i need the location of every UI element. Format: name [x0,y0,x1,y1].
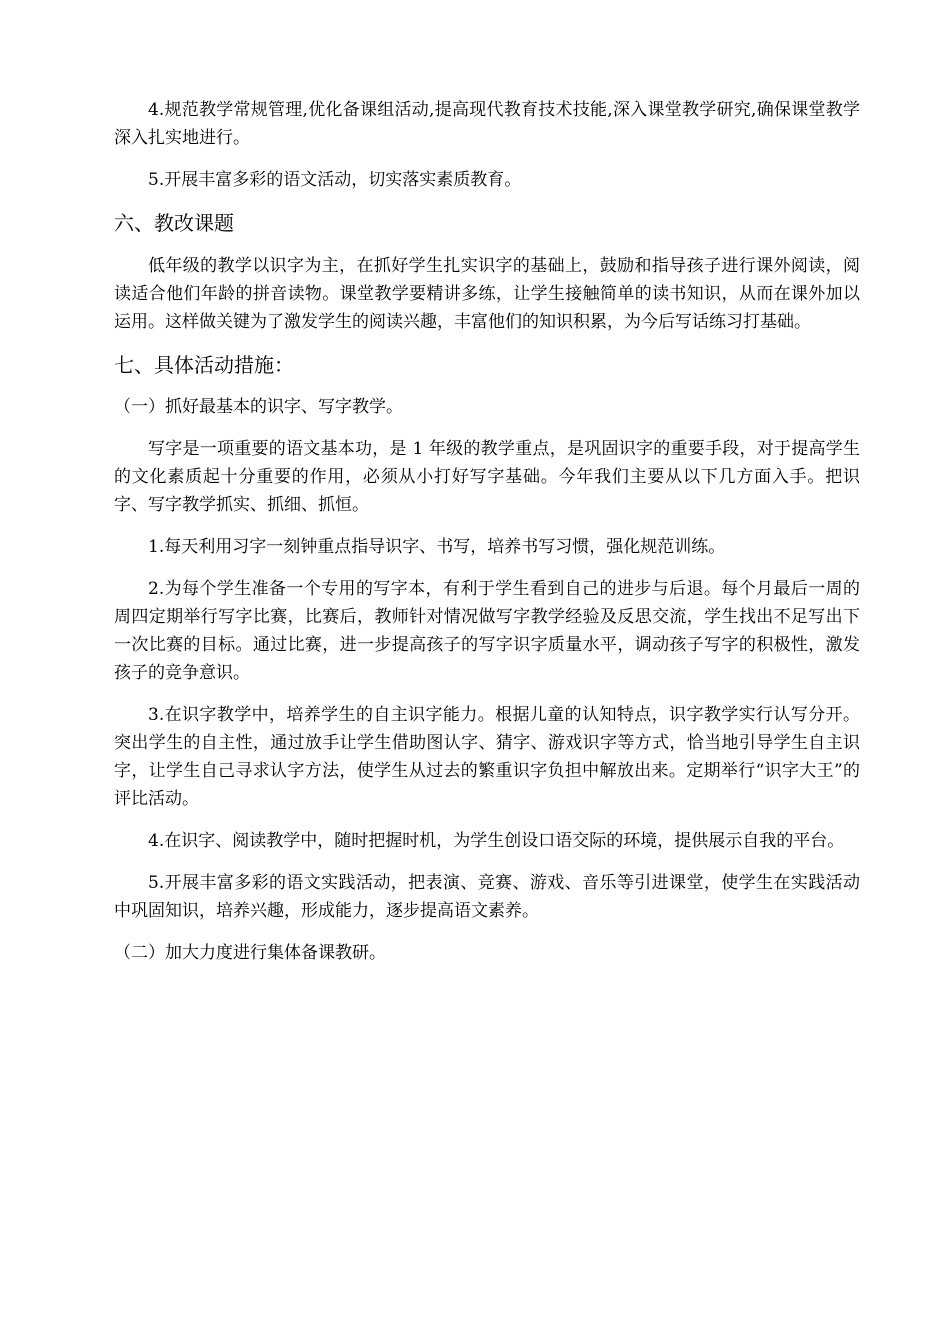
para-measure-1: 1.每天利用习字一刻钟重点指导识字、书写，培养书写习惯，强化规范训练。 [148,537,726,557]
heading-section-6: 六、教改课题 [114,211,234,235]
para-item-4-management: 4.规范教学常规管理,优化备课组活动,提高现代教育技术技能,深入课堂教学研究,确保课堂教学深入扎实地进行。 [114,100,860,148]
subheading-part-2: （二）加大力度进行集体备课教研。 [114,943,386,963]
para-item-5-activities: 5.开展丰富多彩的语文活动，切实落实素质教育。 [148,170,522,190]
para-reform-topic: 低年级的教学以识字为主，在抓好学生扎实识字的基础上，鼓励和指导孩子进行课外阅读，阅读适合他们年龄的拼音读物。课堂教学要精讲多练，让学生接触简单的读书知识，从而在课外加以运用。这样做关键为了激发学生的阅读兴趣，丰富他们的知识积累，为今后写话练习打基础。 [114,256,860,332]
para-measure-5: 5.开展丰富多彩的语文实践活动，把表演、竞赛、游戏、音乐等引进课堂，使学生在实践活动中巩固知识，培养兴趣，形成能力，逐步提高语文素养。 [114,873,860,921]
para-measure-2: 2.为每个学生准备一个专用的写字本，有利于学生看到自己的进步与后退。每个月最后一周的周四定期举行写字比赛，比赛后，教师针对情况做写字教学经验及反思交流，学生找出不足写出下一次比赛的目标。通过比赛，进一步提高孩子的写字识字质量水平，调动孩子写字的积极性，激发孩子的竞争意识。 [114,579,860,683]
subheading-part-1: （一）抓好最基本的识字、写字教学。 [114,397,403,417]
para-writing-intro: 写字是一项重要的语文基本功，是 1 年级的教学重点，是巩固识字的重要手段，对于提高学生的文化素质起十分重要的作用，必须从小打好写字基础。今年我们主要从以下几方面入手。把识字、写字教学抓实、抓细、抓恒。 [114,439,860,515]
para-measure-4: 4.在识字、阅读教学中，随时把握时机，为学生创设口语交际的环境，提供展示自我的平台。 [148,831,845,851]
document-page [114,96,860,967]
para-measure-3: 3.在识字教学中，培养学生的自主识字能力。根据儿童的认知特点，识字教学实行认写分开。突出学生的自主性，通过放手让学生借助图认字、猜字、游戏识字等方式，恰当地引导学生自主识字，让学生自己寻求认字方法，使学生从过去的繁重识字负担中解放出来。定期举行“识字大王”的评比活动。 [114,705,860,809]
heading-section-7: 七、具体活动措施： [114,353,294,377]
